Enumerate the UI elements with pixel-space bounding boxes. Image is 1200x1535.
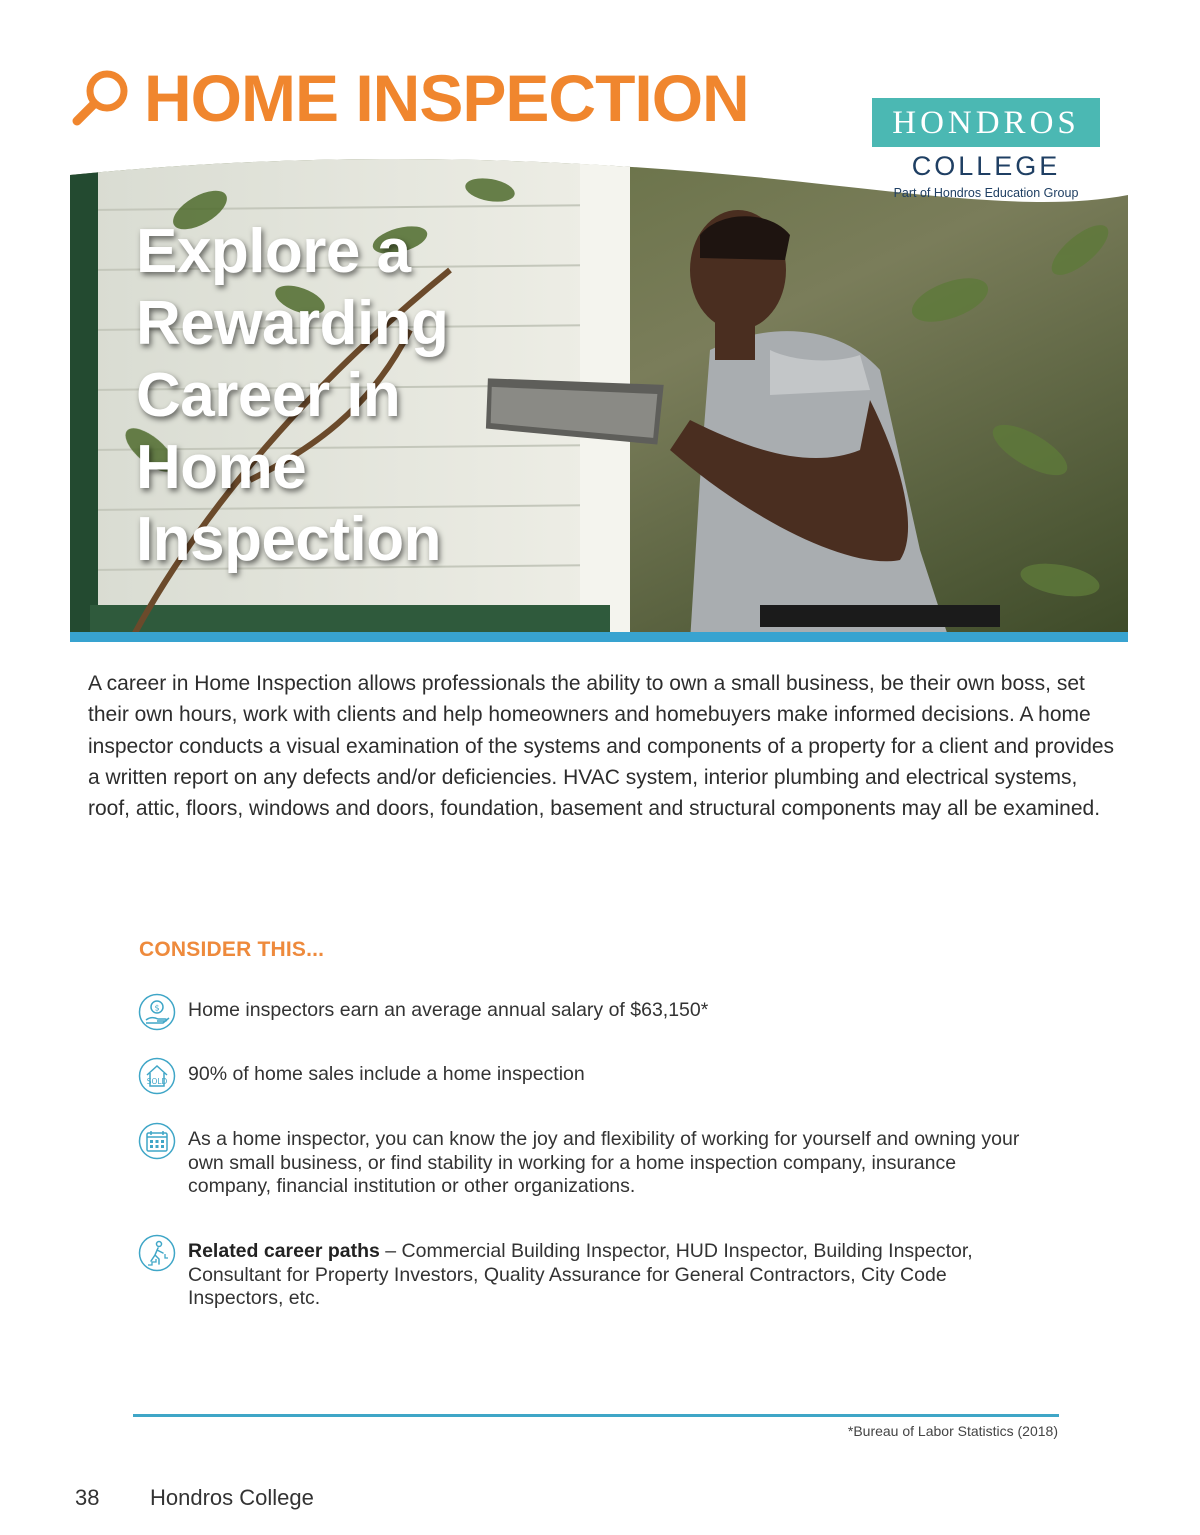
svg-text:$: $	[154, 1003, 160, 1013]
career-path-icon	[138, 1234, 176, 1272]
fact-item-flexibility	[138, 1128, 1038, 1199]
intro-paragraph: A career in Home Inspection allows professionals the ability to own a small business, be their own boss, set their own hours, work with clients and help homeowners and homebuyers make informed decisions. A home inspector conducts a visual examination of the systems and components of a property for a client and provides a written report on any defects and/or deficiencies. HVAC system, interior plumbing and electrical systems, roof, attic, floors, windows and doors, foundation, basement and structural components may all be examined.	[88, 672, 1115, 821]
fact-text: Home inspectors earn an average annual salary of $63,150*	[188, 999, 709, 1021]
fact-item-career-paths	[138, 1240, 1038, 1311]
page-header	[70, 58, 749, 138]
hero-heading: Explore a Rewarding Career in Home Inspection	[136, 217, 449, 574]
sold-house-icon	[138, 1057, 176, 1095]
svg-text:SOLD: SOLD	[146, 1077, 168, 1086]
fact-item-home-sales	[138, 1063, 1038, 1095]
career-paths-label: Related career paths	[188, 1240, 380, 1262]
fact-item-salary	[138, 999, 1038, 1031]
calendar-icon	[138, 1122, 176, 1160]
footer-college-name: Hondros College	[150, 1485, 314, 1510]
logo-tagline: Part of Hondros Education Group	[893, 186, 1079, 200]
hondros-college-logo	[872, 98, 1100, 200]
career-paths-list: – Commercial Building Inspector, HUD Inspector, Building Inspector, Consultant for Property Investors, Quality Assurance for General Contractors, City Code Inspectors, etc.	[188, 1240, 973, 1309]
fact-text: 90% of home sales include a home inspection	[188, 1063, 585, 1085]
logo-wordmark: HONDROS	[872, 98, 1100, 147]
page-title: HOME INSPECTION	[144, 61, 749, 135]
consider-heading: CONSIDER THIS...	[139, 938, 325, 961]
footnote: *Bureau of Labor Statistics (2018)	[847, 1423, 1058, 1439]
footnote-divider	[133, 1414, 1059, 1417]
logo-college: COLLEGE	[911, 151, 1061, 181]
salary-hand-icon	[138, 993, 176, 1031]
hero-banner	[70, 150, 1128, 642]
fact-text	[188, 1240, 1038, 1311]
magnifier-icon	[70, 67, 132, 129]
page-number: 38	[75, 1485, 100, 1510]
fact-text: As a home inspector, you can know the joy and flexibility of working for yourself and owning your own small business, or find stability in working for a home inspection company, insurance company, financial institution or other organizations.	[188, 1128, 1020, 1197]
